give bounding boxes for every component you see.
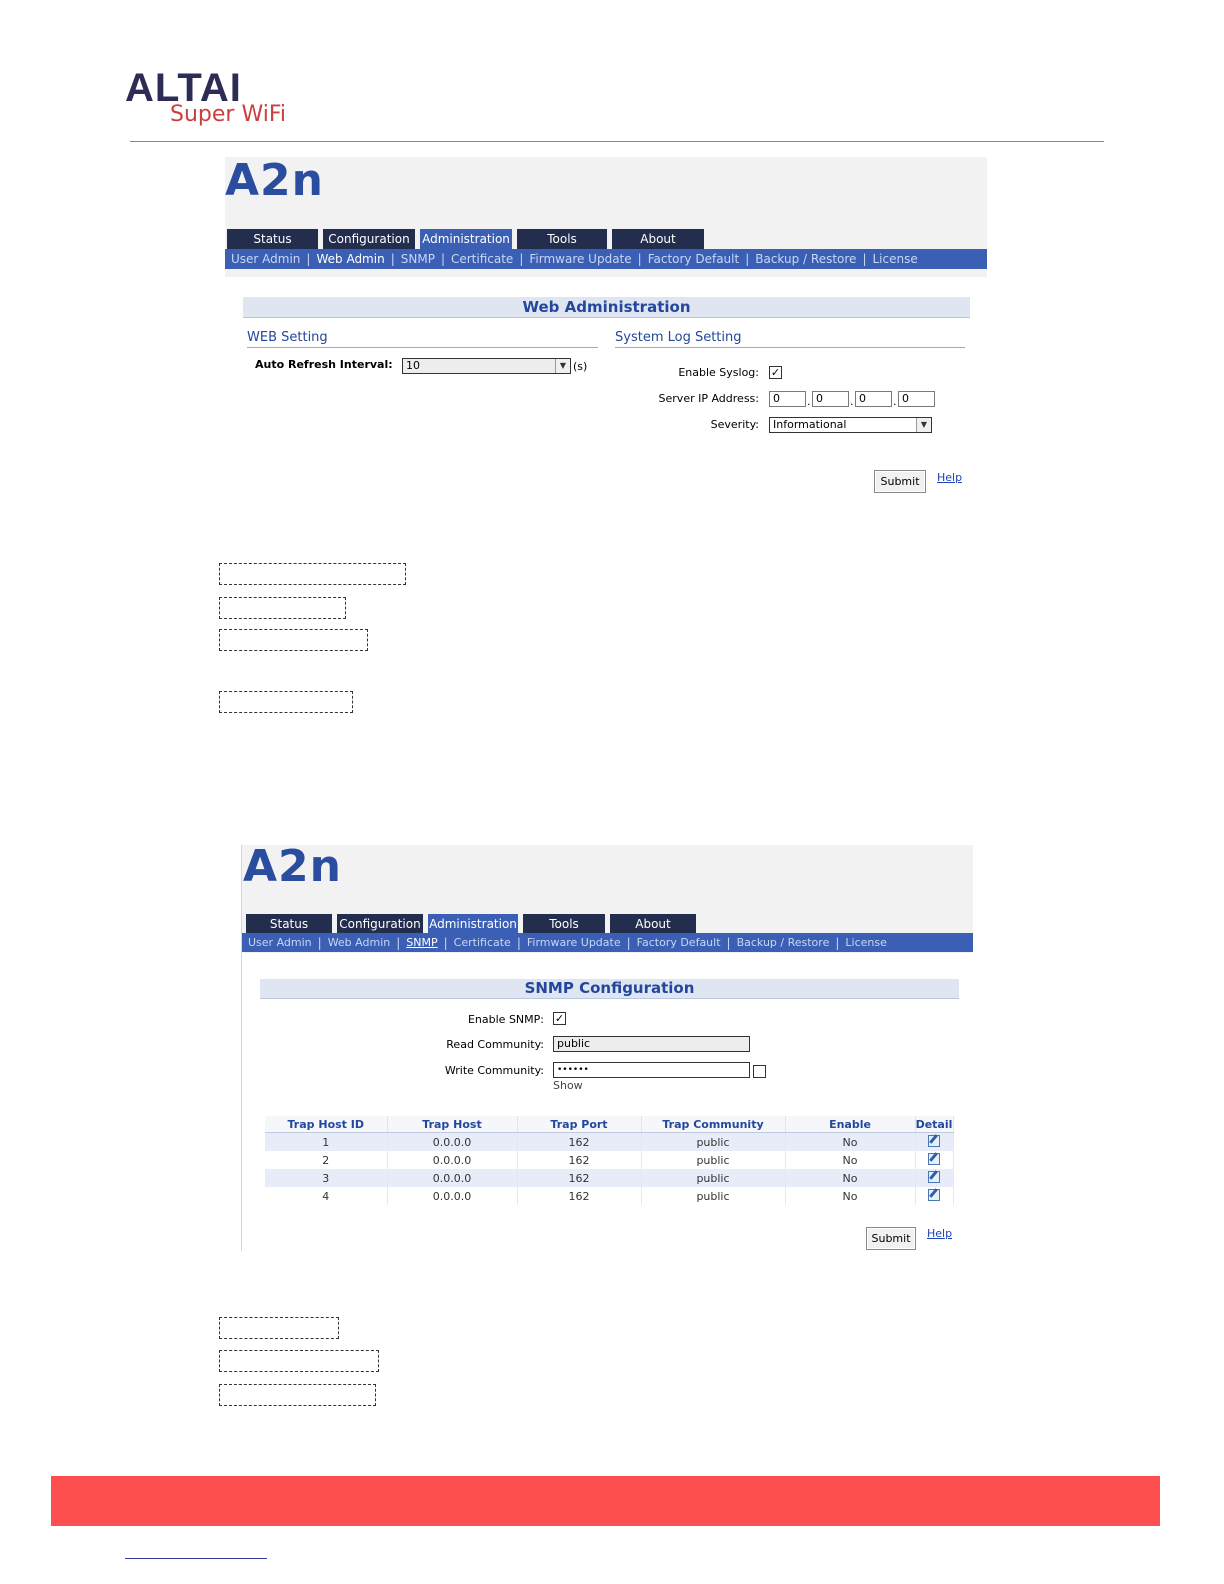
column-header: Trap Port	[517, 1116, 641, 1133]
subnav-certificate[interactable]: Certificate	[450, 252, 514, 266]
trap-port: 162	[517, 1187, 641, 1205]
trap-host-id: 1	[265, 1133, 387, 1152]
main-tabs	[227, 229, 709, 249]
enable-snmp-checkbox[interactable]: ✓	[554, 1012, 565, 1025]
show-password-checkbox[interactable]	[753, 1065, 766, 1078]
trap-host-id: 2	[265, 1151, 387, 1169]
trap-host: 0.0.0.0	[387, 1169, 517, 1187]
placeholder-box	[219, 597, 346, 619]
trap-port: 162	[517, 1169, 641, 1187]
server-ip-octet-3[interactable]: 0	[855, 391, 892, 407]
subnav-firmware-update[interactable]: Firmware Update	[526, 936, 621, 949]
subnav-snmp[interactable]: SNMP	[400, 252, 435, 266]
placeholder-box	[219, 563, 406, 585]
subnav-user-admin[interactable]: User Admin	[231, 252, 301, 266]
submit-button[interactable]: Submit	[866, 1227, 916, 1250]
server-ip-octet-2[interactable]: 0	[812, 391, 849, 407]
header-divider	[130, 141, 1104, 142]
tab-status[interactable]: Status	[246, 914, 332, 933]
trap-enable: No	[785, 1187, 915, 1205]
tab-tools[interactable]: Tools	[523, 914, 605, 933]
subnav-snmp[interactable]: SNMP	[406, 936, 438, 949]
submit-button[interactable]: Submit	[874, 470, 926, 493]
logo-brand: ALTAI	[125, 66, 242, 110]
column-header: Trap Host ID	[265, 1116, 387, 1133]
read-community-input[interactable]: public	[553, 1036, 750, 1052]
subnav-web-admin[interactable]: Web Admin	[327, 936, 391, 949]
column-header: Enable	[785, 1116, 915, 1133]
sub-navigation: User Admin | Web Admin | SNMP | Certificate | Firmware Update | Factory Default | Backup / Restore | License	[225, 249, 987, 269]
tab-about[interactable]: About	[610, 914, 696, 933]
enable-snmp-label: Enable SNMP:	[467, 1013, 544, 1026]
edit-icon[interactable]	[928, 1135, 940, 1147]
logo-tagline: Super WiFi	[170, 102, 286, 127]
edit-icon[interactable]	[928, 1171, 940, 1183]
show-password-label: Show	[553, 1079, 583, 1092]
tab-tools[interactable]: Tools	[517, 229, 607, 249]
subnav-web-admin[interactable]: Web Admin	[316, 252, 385, 266]
auto-refresh-select[interactable]	[402, 358, 571, 374]
trap-port: 162	[517, 1133, 641, 1152]
tab-administration[interactable]: Administration	[420, 229, 512, 249]
write-community-input[interactable]: ••••••	[553, 1062, 750, 1078]
table-row	[265, 1187, 953, 1205]
placeholder-box	[219, 1384, 376, 1406]
tab-status[interactable]: Status	[227, 229, 318, 249]
sub-navigation: User Admin | Web Admin | SNMP | Certificate | Firmware Update | Factory Default | Backup / Restore | License	[242, 933, 973, 952]
severity-select[interactable]	[769, 417, 932, 433]
column-header: Trap Community	[641, 1116, 785, 1133]
trap-host: 0.0.0.0	[387, 1151, 517, 1169]
tab-configuration[interactable]: Configuration	[337, 914, 423, 933]
read-community-label: Read Community:	[446, 1038, 544, 1051]
trap-host-id: 3	[265, 1169, 387, 1187]
subnav-backup-restore[interactable]: Backup / Restore	[736, 936, 830, 949]
footer-link-underline	[125, 1558, 267, 1559]
help-link[interactable]: Help	[927, 1227, 953, 1240]
trap-host: 0.0.0.0	[387, 1133, 517, 1152]
subnav-factory-default[interactable]: Factory Default	[636, 936, 721, 949]
server-ip-octet-1[interactable]: 0	[769, 391, 806, 407]
main-tabs	[246, 914, 701, 933]
help-link[interactable]: Help	[937, 471, 963, 484]
table-row	[265, 1151, 953, 1169]
subnav-certificate[interactable]: Certificate	[453, 936, 511, 949]
placeholder-box	[219, 1350, 379, 1372]
subnav-backup-restore[interactable]: Backup / Restore	[755, 252, 857, 266]
placeholder-box	[219, 1317, 339, 1339]
write-community-label: Write Community:	[444, 1064, 544, 1077]
product-brand: A2n	[225, 155, 324, 206]
table-header-row	[265, 1116, 953, 1133]
enable-syslog-label: Enable Syslog:	[678, 366, 759, 379]
trap-enable: No	[785, 1133, 915, 1152]
altai-logo	[125, 66, 335, 130]
product-brand: A2n	[243, 841, 342, 892]
column-header: Detail	[915, 1117, 953, 1131]
snmp-screenshot	[241, 841, 973, 1251]
edit-icon[interactable]	[928, 1153, 940, 1165]
tab-administration[interactable]: Administration	[428, 914, 518, 933]
column-header: Trap Host	[387, 1116, 517, 1133]
web-setting-heading: WEB Setting	[247, 330, 598, 348]
subnav-factory-default[interactable]: Factory Default	[647, 252, 740, 266]
subnav-user-admin[interactable]: User Admin	[248, 936, 312, 949]
subnav-firmware-update[interactable]: Firmware Update	[529, 252, 632, 266]
server-ip-label: Server IP Address:	[658, 392, 759, 405]
tab-about[interactable]: About	[612, 229, 704, 249]
trap-port: 162	[517, 1151, 641, 1169]
placeholder-box	[219, 629, 368, 651]
severity-value: Informational	[773, 418, 847, 431]
refresh-unit: (s)	[573, 360, 588, 373]
table-row	[265, 1133, 953, 1152]
server-ip-octet-4[interactable]: 0	[898, 391, 935, 407]
trap-host-id: 4	[265, 1187, 387, 1205]
trap-enable: No	[785, 1151, 915, 1169]
enable-syslog-checkbox[interactable]: ✓	[770, 366, 781, 379]
trap-community: public	[641, 1169, 785, 1187]
auto-refresh-label: Auto Refresh Interval:	[255, 358, 393, 371]
trap-host: 0.0.0.0	[387, 1187, 517, 1205]
severity-label: Severity:	[710, 418, 759, 431]
web-admin-screenshot: A2n Status Configuration Administration Tools About User Admin | Web Admin | SNMP | Certificate | Firmware Update | Factory Default | Backup / Restore | License Web Administration WEB Setting Auto Refresh Interval: 10 ▼ (s) System Log Setting Enable Syslog: ✓ Server IP Address: 0 . 0 . 0 . 0 Severity: Informational ▼ Submit Help	[225, 157, 987, 502]
auto-refresh-value: 10	[406, 359, 420, 372]
trap-enable: No	[785, 1169, 915, 1187]
trap-host-table	[265, 1116, 954, 1205]
placeholder-box	[219, 691, 353, 713]
trap-community: public	[641, 1187, 785, 1205]
page-title: Web Administration	[243, 297, 970, 318]
page-title: SNMP Configuration	[260, 979, 959, 999]
subnav-license[interactable]: License	[872, 252, 918, 266]
footer-bar	[51, 1476, 1160, 1526]
subnav-license[interactable]: License	[845, 936, 887, 949]
trap-community: public	[641, 1151, 785, 1169]
chevron-down-icon: ▼	[916, 418, 931, 432]
table-row	[265, 1169, 953, 1187]
edit-icon[interactable]	[928, 1189, 940, 1201]
syslog-setting-heading: System Log Setting	[615, 330, 965, 348]
chevron-down-icon: ▼	[555, 359, 570, 373]
tab-configuration[interactable]: Configuration	[323, 229, 415, 249]
trap-community: public	[641, 1133, 785, 1152]
